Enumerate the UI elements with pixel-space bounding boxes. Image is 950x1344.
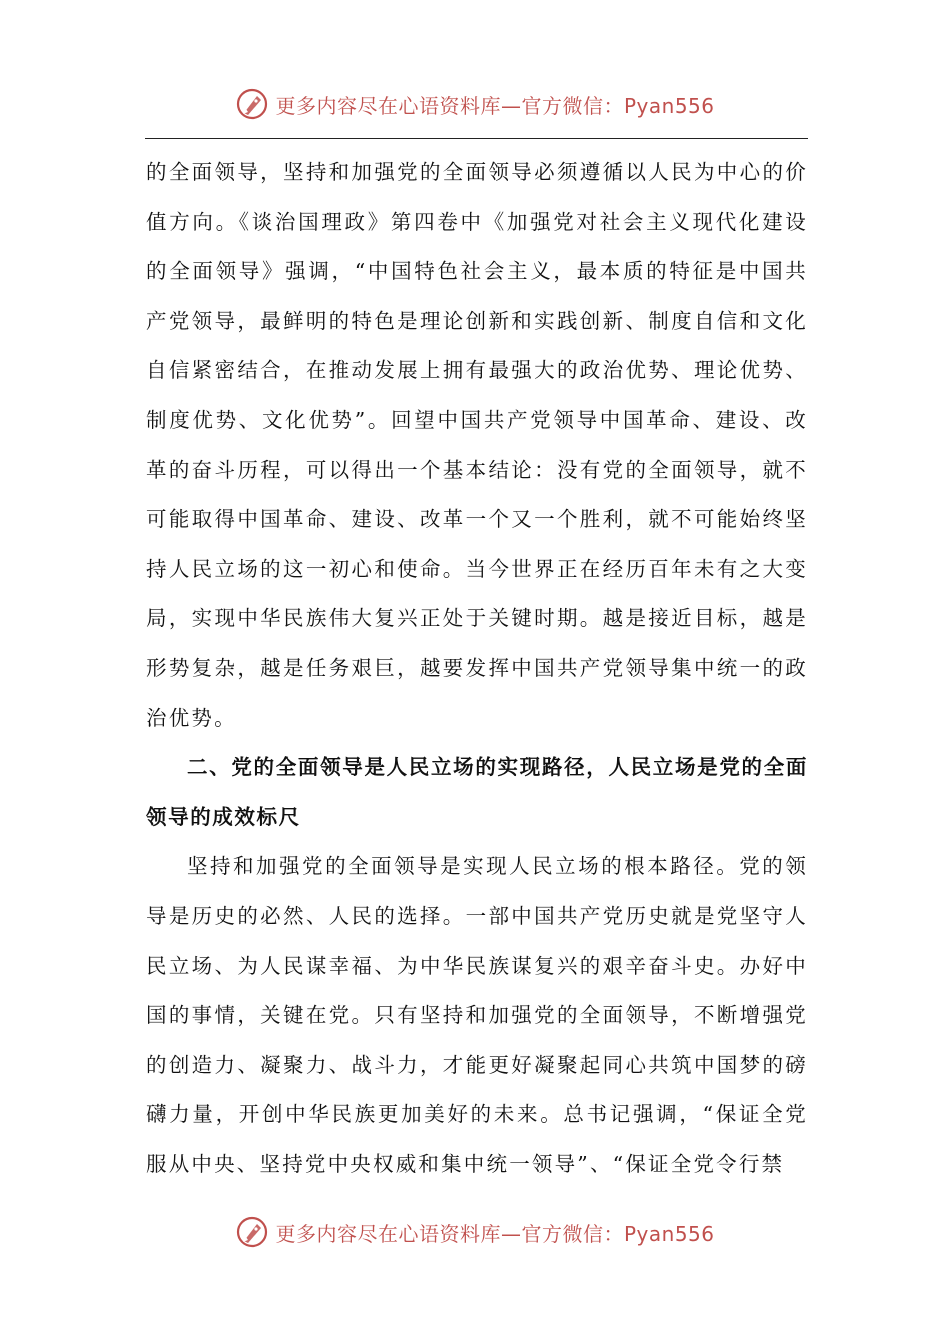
header-banner-text [275,90,714,119]
document-body [146,148,808,1189]
paragraph-1: 的全面领导，坚持和加强党的全面领导必须遵循以人民为中心的价值方向。《谈治国理政》第四卷中《加强党对社会主义现代化建设的全面领导》强调，“中国特色社会主义，最本质的特征是中国共产党领导，最鲜明的特色是理论创新和实践创新、制度自信和文化自信紧密结合，在推动发展上拥有最强大的政治优势、理论优势、制度优势、文化优势”。回望中国共产党领导中国革命、建设、改革的奋斗历程，可以得出一个基本结论：没有党的全面领导，就不可能取得中国革命、建设、改革一个又一个胜利，就不可能始终坚持人民立场的这一初心和使命。当今世界正在经历百年未有之大变局，实现中华民族伟大复兴正处于关键时期。越是接近目标，越是形势复杂，越是任务艰巨，越要发挥中国共产党领导集中统一的政治优势。 [146,160,808,730]
header-banner-label: 更多内容尽在心语资料库—官方微信： [275,93,624,118]
header-divider [145,138,808,139]
section-heading: 二、党的全面领导是人民立场的实现路径，人民立场是党的全面领导的成效标尺 [146,755,808,829]
pen-nib-logo-icon [235,1215,269,1249]
footer-wechat-id: Pyan556 [623,1221,715,1246]
footer-banner-text [275,1218,714,1247]
paragraph-2: 坚持和加强党的全面领导是实现人民立场的根本路径。党的领导是历史的必然、人民的选择。一部中国共产党历史就是党坚守人民立场、为人民谋幸福、为中华民族谋复兴的艰辛奋斗史。办好中国的事情，关键在党。只有坚持和加强党的全面领导，不断增强党的创造力、凝聚力、战斗力，才能更好凝聚起同心共筑中国梦的磅礴力量，开创中华民族更加美好的未来。总书记强调，“保证全党服从中央、坚持党中央权威和集中统一领导”、“保证全党令行禁 [146,854,808,1176]
footer-banner-label: 更多内容尽在心语资料库—官方微信： [275,1221,624,1246]
header-wechat-id: Pyan556 [623,93,715,118]
header-watermark-banner [0,84,950,124]
pen-nib-logo-icon [235,87,269,121]
footer-watermark-banner [0,1212,950,1252]
